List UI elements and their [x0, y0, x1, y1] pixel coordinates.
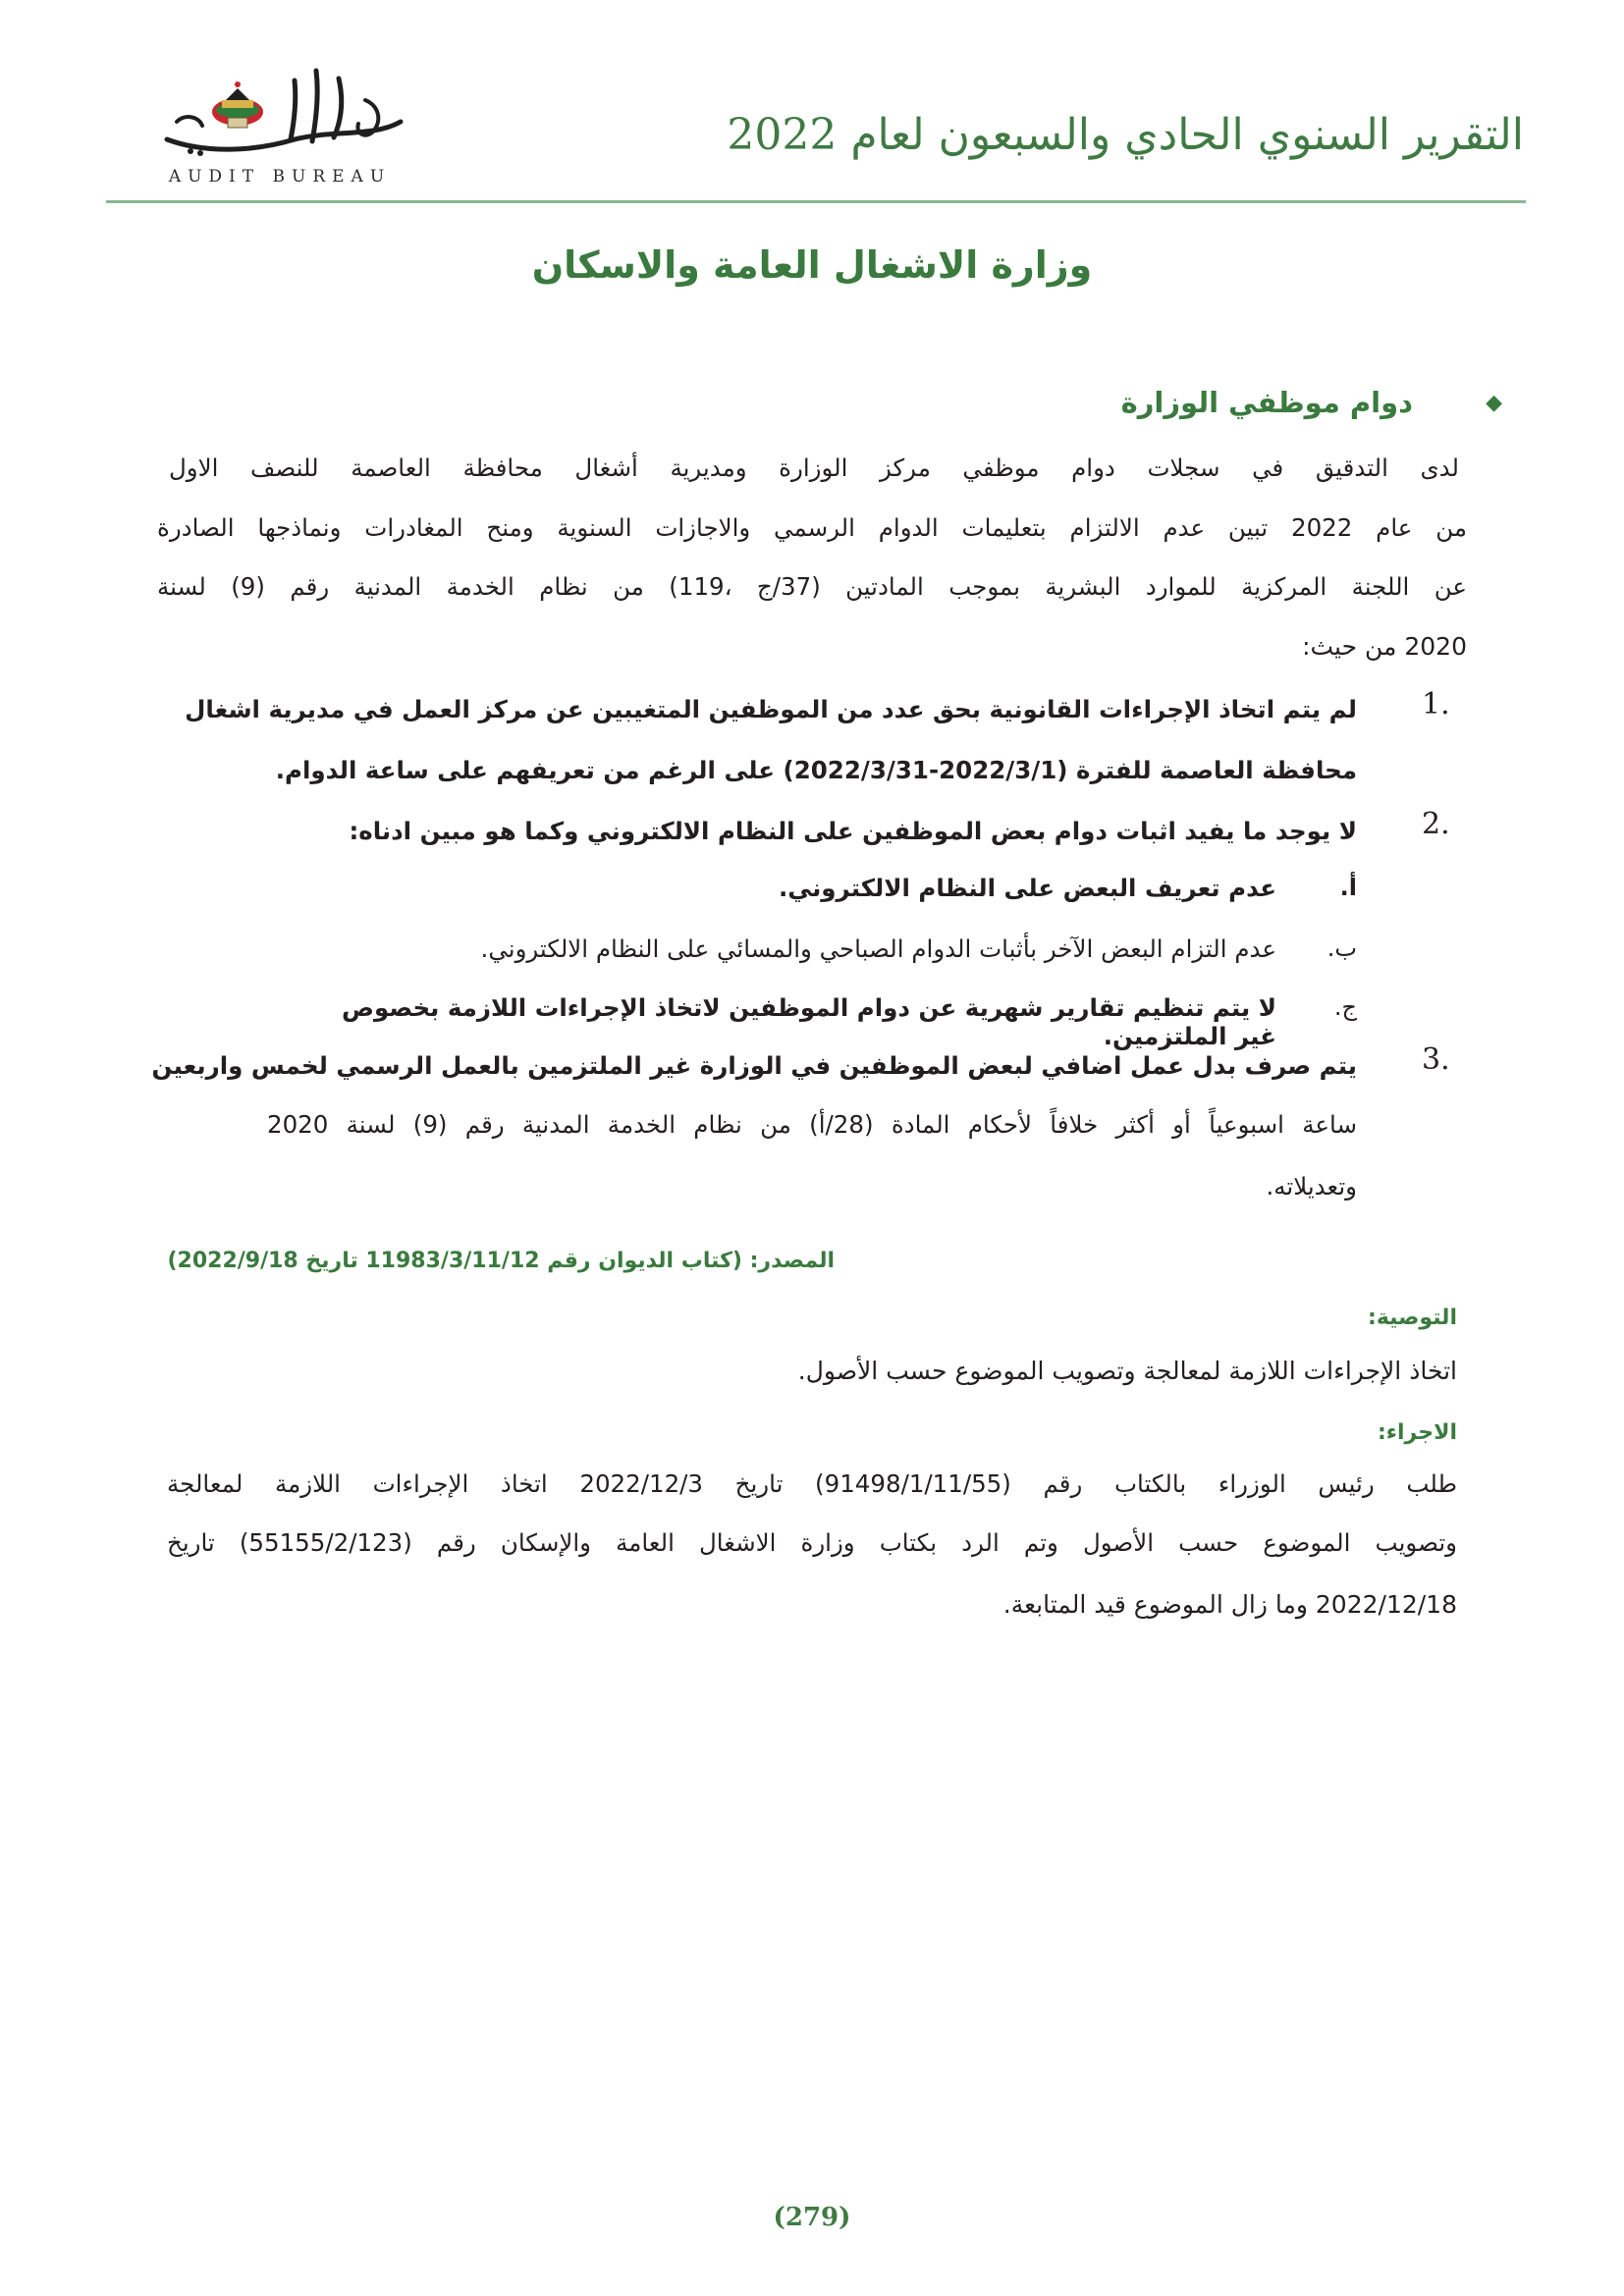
item-number: 3.	[1422, 1042, 1450, 1077]
source-citation: المصدر: (كتاب الديوان رقم 11983/3/11/12 تاريخ 2022/9/18)	[167, 1249, 835, 1273]
action-line: طلب رئيس الوزراء بالكتاب رقم (91498/1/11/55) تاريخ 2022/12/3 اتخاذ الإجراءات اللازمة لمعالجة	[167, 1469, 1457, 1498]
intro-line: من عام 2022 تبين عدم الالتزام بتعليمات الدوام الرسمي والاجازات السنوية ومنح المغادرات ونماذجها الصادرة	[157, 513, 1467, 542]
logo-emblem-icon	[147, 61, 412, 169]
action-line: 2022/12/18 وما زال الموضوع قيد المتابعة.	[1002, 1590, 1457, 1619]
item-text-line: محافظة العاصمة للفترة (2022/3/1-2022/3/31) على الرغم من تعريفهم على ساعة الدوام.	[275, 756, 1357, 784]
recommendation-label: التوصية:	[1368, 1306, 1457, 1330]
action-label: الاجراء:	[1377, 1420, 1457, 1445]
subitem-text: عدم تعريف البعض على النظام الالكتروني.	[779, 874, 1276, 902]
item-text-line: ساعة اسبوعياً أو أكثر خلافاً لأحكام المادة (28/أ) من نظام الخدمة المدنية رقم (9) لسنة 2020	[267, 1110, 1357, 1139]
subitem-text: عدم التزام البعض الآخر بأثبات الدوام الصباحي والمسائي على النظام الالكتروني.	[480, 934, 1276, 963]
page-title: وزارة الاشغال العامة والاسكان	[531, 243, 1093, 287]
intro-line: عن اللجنة المركزية للموارد البشرية بموجب المادتين (37/ج ،119) من نظام الخدمة المدنية رقم (9) لسنة	[157, 572, 1467, 601]
intro-line: 2020 من حيث:	[1302, 632, 1467, 661]
logo-subtitle: AUDIT BUREAU	[168, 167, 392, 187]
item-text-line: يتم صرف بدل عمل اضافي لبعض الموظفين في الوزارة غير الملتزمين بالعمل الرسمي لخمس واربعين	[151, 1051, 1357, 1080]
subitem-text: لا يتم تنظيم تقارير شهرية عن دوام الموظفين لاتخاذ الإجراءات اللازمة بخصوص غير الملتزمين.	[342, 993, 1276, 1050]
action-line: وتصويب الموضوع حسب الأصول وتم الرد بكتاب وزارة الاشغال العامة والإسكان رقم (55155/2/123) تاريخ	[167, 1528, 1457, 1557]
recommendation-text: اتخاذ الإجراءات اللازمة لمعالجة وتصويب الموضوع حسب الأصول.	[797, 1357, 1457, 1385]
report-title: التقرير السنوي الحادي والسبعون لعام 2022	[727, 110, 1524, 160]
item-text-line: لم يتم اتخاذ الإجراءات القانونية بحق عدد من الموظفين المتغيبين عن مركز العمل في مديرية اشغال	[185, 695, 1357, 723]
subitem-label: ب.	[1326, 934, 1357, 962]
item-text-line: وتعديلاته.	[1266, 1172, 1357, 1201]
section-heading: دوام موظفي الوزارة	[1120, 386, 1413, 419]
intro-line: لدى التدقيق في سجلات دوام موظفي مركز الوزارة ومديرية أشغال محافظة العاصمة للنصف الاول	[169, 454, 1459, 482]
page-number: (279)	[773, 2203, 851, 2232]
item-number: 2.	[1422, 807, 1450, 841]
item-number: 1.	[1422, 687, 1450, 721]
item-text-line: لا يوجد ما يفيد اثبات دوام بعض الموظفين على النظام الالكتروني وكما هو مبين ادناه:	[349, 817, 1357, 845]
header-divider	[106, 200, 1526, 203]
subitem-label: أ.	[1339, 874, 1357, 901]
subitem-label: ج.	[1333, 993, 1357, 1021]
diamond-bullet-icon: ◆	[1486, 391, 1502, 415]
